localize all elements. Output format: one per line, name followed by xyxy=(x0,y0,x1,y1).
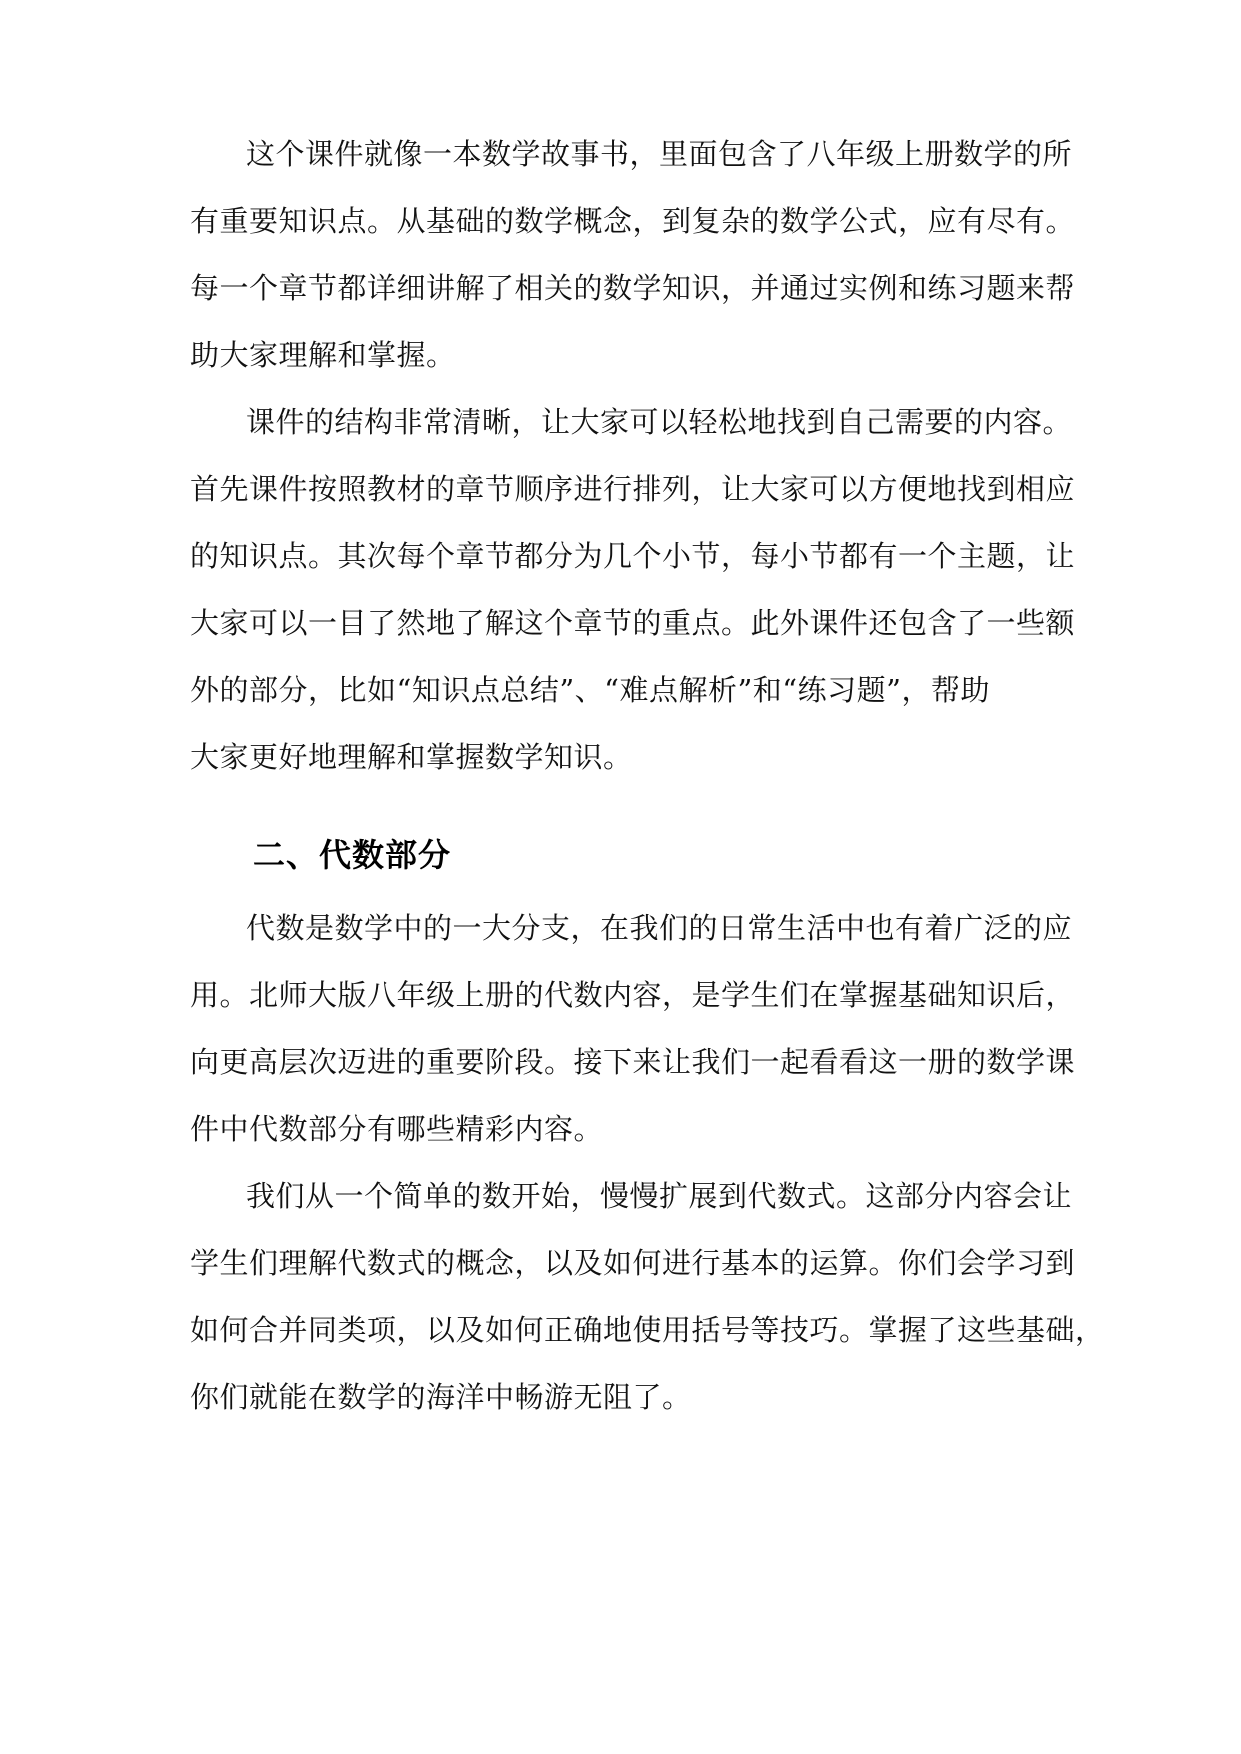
section-heading: 二、代数部分 xyxy=(253,836,452,874)
paragraph-2-line-2: 首先课件按照教材的章节顺序进行排列，让大家可以方便地找到相应 xyxy=(190,472,1076,506)
paragraph-3-line-2: 用。北师大版八年级上册的代数内容，是学生们在掌握基础知识后， xyxy=(190,978,1076,1012)
paragraph-2-line-3: 的知识点。其次每个章节都分为几个小节，每小节都有一个主题，让 xyxy=(190,539,1076,573)
paragraph-4-line-1: 我们从一个简单的数开始，慢慢扩展到代数式。这部分内容会让 xyxy=(246,1179,1073,1213)
paragraph-2-line-6: 大家更好地理解和掌握数学知识。 xyxy=(190,740,633,774)
paragraph-2-line-5: 外的部分，比如“知识点总结”、“难点解析”和“练习题”，帮助 xyxy=(190,673,990,707)
paragraph-4-line-3: 如何合并同类项，以及如何正确地使用括号等技巧。掌握了这些基础， xyxy=(190,1313,1105,1347)
paragraph-3-line-3: 向更高层次迈进的重要阶段。接下来让我们一起看看这一册的数学课 xyxy=(190,1045,1076,1079)
paragraph-3-line-4: 件中代数部分有哪些精彩内容。 xyxy=(190,1112,604,1146)
paragraph-1-line-3: 每一个章节都详细讲解了相关的数学知识，并通过实例和练习题来帮 xyxy=(190,271,1076,305)
paragraph-4-line-2: 学生们理解代数式的概念，以及如何进行基本的运算。你们会学习到 xyxy=(190,1246,1076,1280)
paragraph-2-line-4: 大家可以一目了然地了解这个章节的重点。此外课件还包含了一些额 xyxy=(190,606,1076,640)
paragraph-1-line-1: 这个课件就像一本数学故事书，里面包含了八年级上册数学的所 xyxy=(246,137,1073,171)
paragraph-3-line-1: 代数是数学中的一大分支，在我们的日常生活中也有着广泛的应 xyxy=(246,911,1073,945)
paragraph-1-line-4: 助大家理解和掌握。 xyxy=(190,338,456,372)
paragraph-4-line-4: 你们就能在数学的海洋中畅游无阻了。 xyxy=(190,1380,692,1414)
paragraph-1-line-2: 有重要知识点。从基础的数学概念，到复杂的数学公式，应有尽有。 xyxy=(190,204,1076,238)
paragraph-2-line-1: 课件的结构非常清晰，让大家可以轻松地找到自己需要的内容。 xyxy=(246,405,1073,439)
